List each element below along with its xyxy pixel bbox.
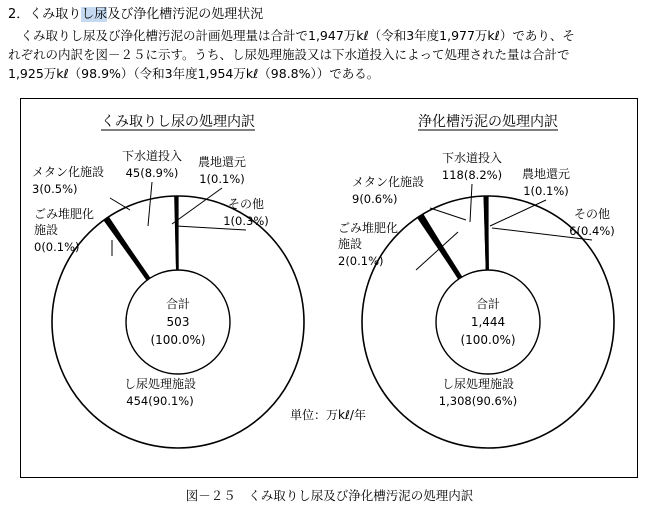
slice-label-name: その他 xyxy=(573,207,611,221)
center-label-title: 合計 xyxy=(165,297,191,311)
heading-highlight: し尿 xyxy=(81,7,108,22)
chart-title: 浄化槽汚泥の処理内訳 xyxy=(418,114,558,130)
slice-mark-その他 xyxy=(177,196,178,270)
slice-label-name: 農地還元 xyxy=(521,167,571,181)
center-label-percent: (100.0%) xyxy=(460,333,516,347)
leader-line xyxy=(110,198,130,210)
slice-label-value: 1,308(90.6%) xyxy=(438,394,518,408)
slice-label-value: 1(0.1%) xyxy=(199,172,245,186)
unit-label: 単位：万kℓ/年 xyxy=(290,408,366,422)
paragraph-line-2: れぞれの内訳を図－２５に示す。うち、し尿処理施設又は下水道投入によって処理された量は合計で xyxy=(8,47,570,62)
slice-label-value: 1(0.1%) xyxy=(523,184,569,198)
slice-label-value: 6(0.4%) xyxy=(569,224,615,238)
paragraph-line-3: 1,925万kℓ（98.9%）（令和3年度1,954万kℓ（98.8%））である。 xyxy=(8,66,380,81)
slice-label-name: 下水道投入 xyxy=(121,149,183,163)
slice-label-name: 下水道投入 xyxy=(441,151,503,165)
slice-label-name: メタン化施設 xyxy=(32,165,105,179)
slice-label-value: 45(8.9%) xyxy=(125,166,179,180)
slice-label-value: 454(90.1%) xyxy=(126,394,194,408)
heading-text-post: 及び浄化槽汚泥の処理状況 xyxy=(107,7,264,22)
slice-label-value: 1(0.3%) xyxy=(223,214,269,228)
slice-label-name: ごみ堆肥化 xyxy=(34,207,95,221)
slice-label-name: メタン化施設 xyxy=(352,175,425,189)
slice-label-value: 2(0.1%) xyxy=(338,254,384,268)
chart-title: くみ取りし尿の処理内訳 xyxy=(101,114,255,130)
center-label-title: 合計 xyxy=(475,297,501,311)
center-label-value: 1,444 xyxy=(470,315,506,329)
center-label-value: 503 xyxy=(166,315,190,329)
slice-label-name: その他 xyxy=(227,197,265,211)
slice-label-value: 3(0.5%) xyxy=(32,182,78,196)
slice-label-name: 施設 xyxy=(34,223,59,237)
heading-text-pre: 2．くみ取り xyxy=(8,7,82,22)
slice-label-name: し尿処理施設 xyxy=(123,377,197,391)
figure-caption: 図－２５ くみ取りし尿及び浄化槽汚泥の処理内訳 xyxy=(185,488,474,503)
slice-label-value: 9(0.6%) xyxy=(352,192,398,206)
slice-label-value: 118(8.2%) xyxy=(441,168,503,182)
slice-label-name: 農地還元 xyxy=(197,155,247,169)
slice-label-name: 施設 xyxy=(338,237,363,251)
slice-label-value: 0(0.1%) xyxy=(34,240,80,254)
center-label-percent: (100.0%) xyxy=(150,333,206,347)
slice-mark-その他 xyxy=(486,196,487,270)
slice-label-name: し尿処理施設 xyxy=(441,377,515,391)
paragraph-line-1: くみ取りし尿及び浄化槽汚泥の計画処理量は合計で1,947万kℓ（令和3年度1,977万kℓ）であり、そ xyxy=(8,28,575,43)
slice-label-name: ごみ堆肥化 xyxy=(338,221,399,235)
